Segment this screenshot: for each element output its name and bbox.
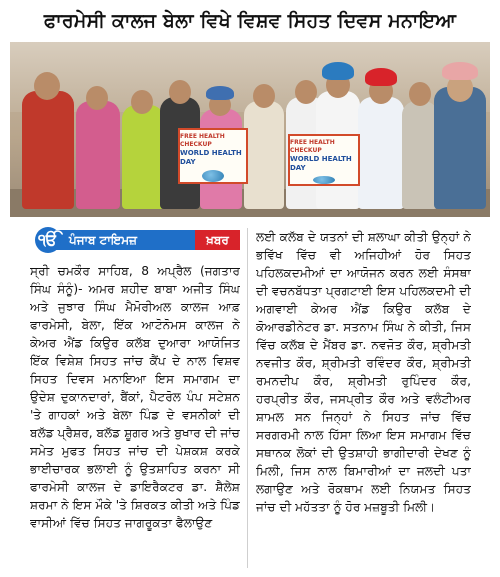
person-figure bbox=[122, 105, 164, 209]
turban-shape bbox=[322, 62, 354, 80]
person-figure bbox=[434, 87, 486, 209]
poster-line-1: FREE HEALTH CHECKUP bbox=[180, 133, 225, 148]
article-right-column: ਲਈ ਕਲੱਬ ਦੇ ਯਤਨਾਂ ਦੀ ਸ਼ਲਾਘਾ ਕੀਤੀ ਉਨ੍ਹਾਂ ਨੇ ਭਵਿੱਖ ਵਿੱਚ ਵੀ ਅਜਿਹੀਆਂ ਹੋਰ ਸਿਹਤ ਪਹਿਲਕਦਮੀਆਂ ਦਾ ਆਯੋਜਨ ਕਰਨ ਲਈ ਸੰਸਥਾ ਦੀ ਵਚਨਬੱਧਤਾ ਪ੍ਰਗਟਾਈ ਇਸ ਪਹਿਲਕਦਮੀ ਦੀ ਅਗਵਾਈ ਕੇਅਰ ਐਂਡ ਕਿਉਰ ਕਲੱਬ ਦੇ ਕੋਆਰਡੀਨੇਟਰ ਡਾ. ਸਤਨਾਮ ਸਿੰਘ ਨੇ ਕੀਤੀ, ਜਿਸ ਵਿੱਚ ਕਲੱਬ ਦੇ ਮੈਂਬਰ ਡਾ. ਨਵਜੋਤ ਕੌਰ, ਸ਼੍ਰੀਮਤੀ ਨਵਜੀਤ ਕੌਰ, ਸ਼੍ਰੀਮਤੀ ਰਵਿੰਦਰ ਕੌਰ, ਸ਼੍ਰੀਮਤੀ ਰਮਨਦੀਪ ਕੌਰ, ਸ਼੍ਰੀਮਤੀ ਰੁਪਿੰਦਰ ਕੌਰ, ਹਰਪ੍ਰੀਤ ਕੌਰ, ਜਸਪ੍ਰੀਤ ਕੌਰ ਅਤੇ ਵਲੰਟੀਅਰ ਸ਼ਾਮਲ ਸਨ ਜਿਨ੍ਹਾਂ ਨੇ ਸਿਹਤ ਜਾਂਚ ਵਿੱਚ ਸਰਗਰਮੀ ਨਾਲ ਹਿੱਸਾ ਲਿਆ ਇਸ ਸਮਾਗਮ ਵਿੱਚ ਸਥਾਨਕ ਲੋਕਾਂ ਦੀ ਉਤਸ਼ਾਹੀ ਭਾਗੀਦਾਰੀ ਦੇਖਣ ਨੂੰ ਮਿਲੀ, ਜਿਸ ਨਾਲ ਬਿਮਾਰੀਆਂ ਦਾ ਜਲਦੀ ਪਤਾ ਲਗਾਉਣ ਅਤੇ ਰੋਕਥਾਮ ਲਈ ਨਿਯਮਤ ਸਿਹਤ ਜਾਂਚ ਦੀ ਮਹੱਤਤਾ ਨੂੰ ਹੋਰ ਮਜ਼ਬੂਤੀ ਮਿਲੀ। bbox=[256, 230, 471, 514]
person-figure bbox=[358, 97, 404, 209]
person-head bbox=[169, 80, 191, 104]
masthead-logo-icon: ੴ bbox=[35, 227, 61, 253]
person-head bbox=[295, 80, 317, 104]
masthead-name: ਪੰਜਾਬ ਟਾਇਮਜ਼ bbox=[55, 230, 195, 250]
turban-shape bbox=[365, 68, 397, 86]
poster-line-1: FREE HEALTH CHECKUP bbox=[290, 139, 335, 154]
health-checkup-poster bbox=[288, 134, 360, 186]
headline: ਫਾਰਮੇਸੀ ਕਾਲਜ ਬੇਲਾ ਵਿਖੇ ਵਿਸ਼ਵ ਸਿਹਤ ਦਿਵਸ ਮਨਾਇਆ bbox=[43, 10, 457, 32]
poster-line-2: WORLD HEALTH DAY bbox=[290, 155, 352, 172]
person-figure bbox=[244, 101, 284, 209]
news-photo bbox=[10, 42, 490, 217]
column-divider bbox=[247, 228, 248, 568]
person-figure bbox=[22, 91, 74, 209]
masthead-section-tag: ਖ਼ਬਰ bbox=[195, 230, 240, 250]
person-figure bbox=[402, 101, 438, 209]
person-head bbox=[253, 84, 275, 108]
masthead bbox=[35, 227, 240, 253]
person-head bbox=[131, 90, 153, 114]
article-left-column: ਸ੍ਰੀ ਚਮਕੌਰ ਸਾਹਿਬ, 8 ਅਪ੍ਰੈਲ (ਜਗਤਾਰ ਸਿੰਘ ਸੰਨੂੰ)- ਅਮਰ ਸ਼ਹੀਦ ਬਾਬਾ ਅਜੀਤ ਸਿੰਘ ਅਤੇ ਜੁਝਾਰ ਸਿੰਘ ਮੈਮੋਰੀਅਲ ਕਾਲਜ ਆਫ਼ ਫਾਰਮੇਸੀ, ਬੇਲਾ, ਇੱਕ ਆਟੋਨੋਮਸ ਕਾਲਜ ਨੇ ਕੇਅਰ ਐਂਡ ਕਿਉਰ ਕਲੱਬ ਦੁਆਰਾ ਆਯੋਜਿਤ ਇੱਕ ਵਿਸ਼ੇਸ਼ ਸਿਹਤ ਜਾਂਚ ਕੈਂਪ ਦੇ ਨਾਲ ਵਿਸ਼ਵ ਸਿਹਤ ਦਿਵਸ ਮਨਾਇਆ ਇਸ ਸਮਾਗਮ ਦਾ ਉਦੇਸ਼ ਦੁਕਾਨਦਾਰਾਂ, ਬੈਂਕਾਂ, ਪੈਟਰੋਲ ਪੰਪ ਸਟੇਸ਼ਨ 'ਤੇ ਗਾਹਕਾਂ ਅਤੇ ਬੇਲਾ ਪਿੰਡ ਦੇ ਵਸਨੀਕਾਂ ਦੀ ਬਲੱਡ ਪ੍ਰੈਸ਼ਰ, ਬਲੱਡ ਸ਼ੂਗਰ ਅਤੇ ਬੁਖਾਰ ਦੀ ਜਾਂਚ ਸਮੇਤ ਮੁਫਤ ਸਿਹਤ ਜਾਂਚ ਦੀ ਪੇਸ਼ਕਸ਼ ਕਰਕੇ ਭਾਈਚਾਰਕ ਭਲਾਈ ਨੂੰ ਉਤਸ਼ਾਹਿਤ ਕਰਨਾ ਸੀ ਫਾਰਮੇਸੀ ਕਾਲਜ ਦੇ ਡਾਇਰੈਕਟਰ ਡਾ. ਸ਼ੈਲੇਸ਼ ਸ਼ਰਮਾ ਨੇ ਇਸ ਮੌਕੇ 'ਤੇ ਸ਼ਿਰਕਤ ਕੀਤੀ ਅਤੇ ਪਿੰਡ ਵਾਸੀਆਂ ਵਿੱਚ ਸਿਹਤ ਜਾਗਰੂਕਤਾ ਫੈਲਾਉਣ bbox=[30, 264, 240, 530]
globe-icon bbox=[202, 170, 224, 182]
person-figure bbox=[76, 101, 120, 209]
turban-shape bbox=[442, 62, 478, 80]
globe-icon bbox=[313, 176, 335, 184]
person-head bbox=[86, 86, 108, 110]
health-checkup-poster bbox=[178, 128, 248, 184]
poster-line-2: WORLD HEALTH DAY bbox=[180, 149, 242, 166]
person-head bbox=[409, 82, 431, 106]
dupatta-shape bbox=[206, 86, 234, 100]
person-head bbox=[34, 72, 60, 100]
